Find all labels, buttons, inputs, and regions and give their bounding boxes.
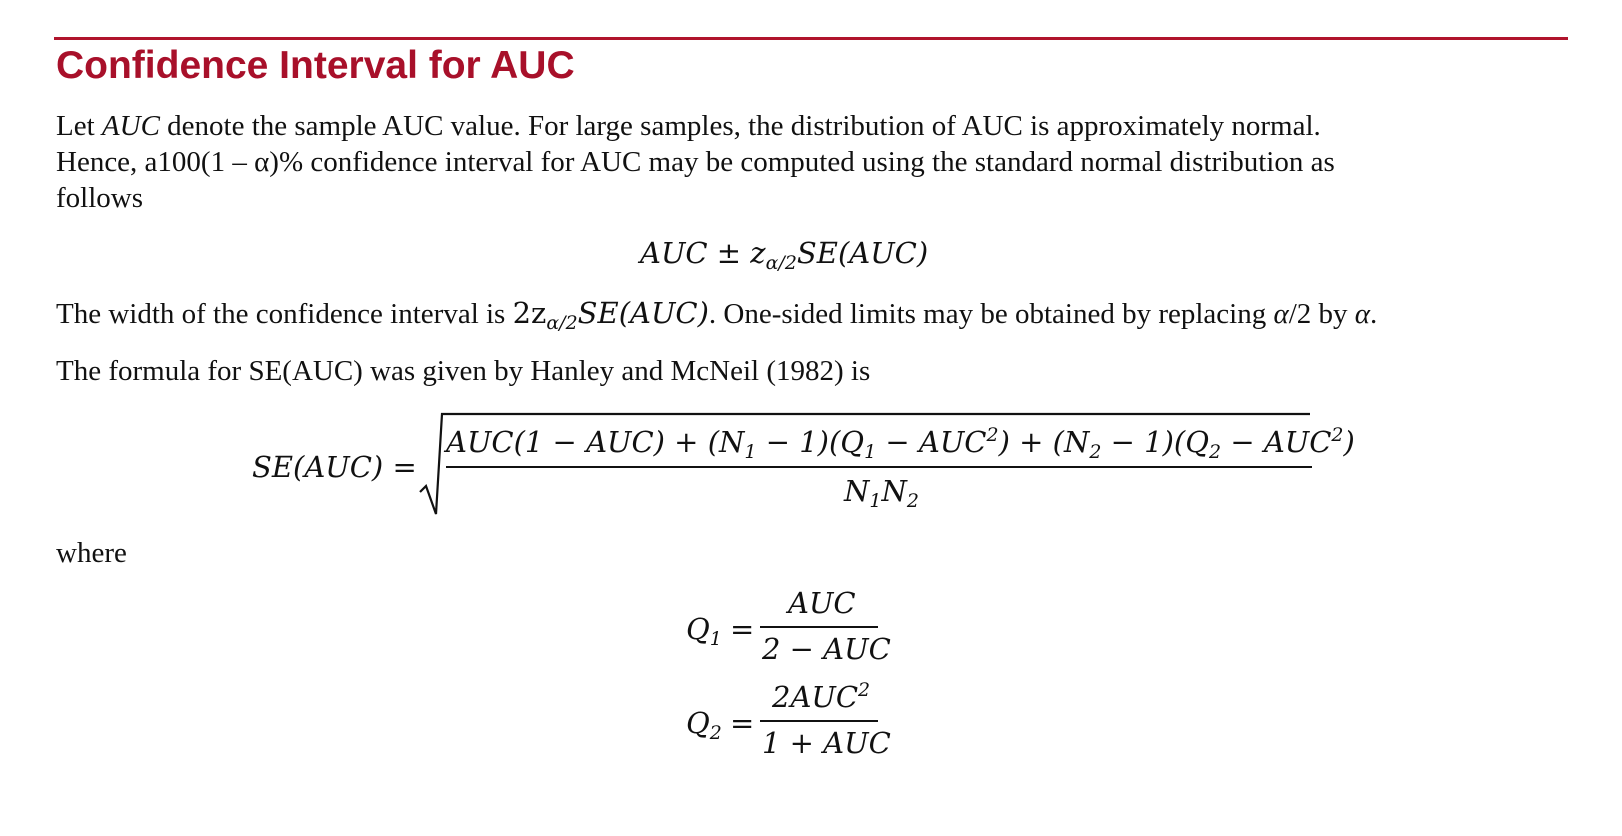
intro-line-2: Hence, a100(1 – α)% confidence interval for AUC may be computed using the standard normal distribution as [56, 146, 1335, 178]
intro-line-3: follows [56, 182, 143, 214]
ci-equation: AUC ± $z_{\alpha/2}SE(AUC)$ [640, 236, 929, 274]
q1-denominator: 2 − AUC [762, 632, 891, 666]
q2-fraction-bar [760, 720, 878, 722]
q2-equals: = [730, 706, 755, 740]
q1-numerator: AUC [788, 586, 856, 620]
se-numerator: $AUC(1 - AUC) + (N_1 - 1)(Q_1 - AUC^2) + (N_2 - 1)(Q_2 - AUC^2)$ [446, 424, 1355, 463]
formula-intro: The formula for SE(AUC) was given by Hanley and McNeil (1982) is [56, 355, 871, 387]
se-lhs: SE(AUC) = [252, 450, 417, 484]
q2-lhs: $Q_2$ [686, 706, 722, 744]
q2-numerator: 2AUC$^2$ [772, 679, 871, 714]
intro-text: Let [56, 110, 102, 142]
q1-lhs: $Q_1$ [686, 612, 722, 650]
se-fraction-bar [446, 466, 1312, 468]
where-label: where [56, 537, 127, 569]
width-formula: $2z_{\alpha/2}SE(AUC)$ [512, 296, 709, 334]
q1-equals: = [730, 612, 755, 646]
se-denominator: $N_1N_2$ [844, 474, 919, 512]
width-paragraph: The width of the confidence interval is $2z_{\alpha/2}SE(AUC)$. One-sided limits may be obtained by replacing α/2 by α. [56, 296, 1378, 334]
intro-text: denote the sample AUC value. For large samples, the distribution of AUC is approximately normal. [159, 110, 1321, 142]
auc-symbol: AUC [101, 110, 160, 142]
q1-fraction-bar [760, 626, 878, 628]
section-heading: Confidence Interval for AUC [56, 44, 575, 87]
intro-line-1 [56, 108, 1321, 144]
q2-denominator: 1 + AUC [762, 726, 891, 760]
